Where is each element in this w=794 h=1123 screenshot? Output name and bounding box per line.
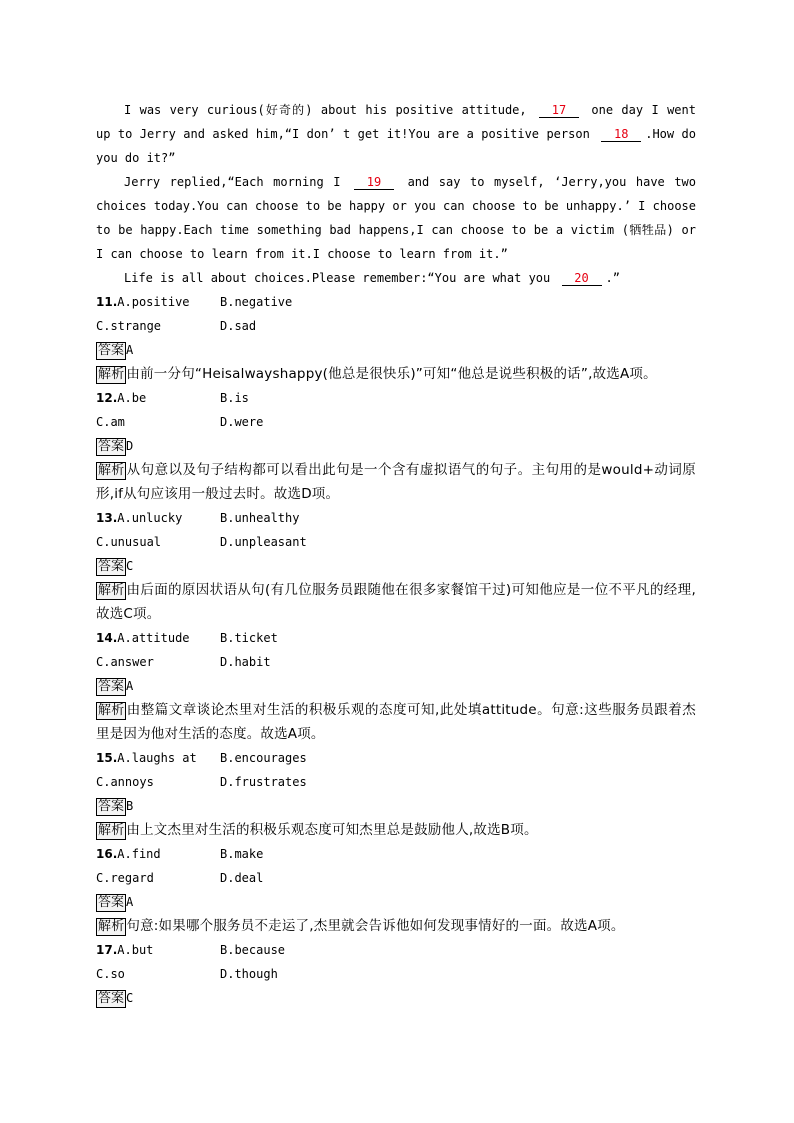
option-b: B.negative xyxy=(220,295,293,309)
question-11 xyxy=(96,290,696,386)
passage-text: one day I went up to Jerry and asked him,“I don’ t get it!You are a positive person xyxy=(96,103,696,141)
option-b: B.encourages xyxy=(220,751,307,765)
explanation-line xyxy=(96,914,696,938)
explanation-tag: 解析 xyxy=(98,463,125,478)
answer-line xyxy=(96,890,696,914)
passage-text: I was very curious(好奇的) about his positive attitude, xyxy=(124,103,527,117)
answer-line xyxy=(96,674,696,698)
passage-text: .How do you do it?” xyxy=(96,127,696,165)
options-row xyxy=(96,530,696,554)
answer-value: A xyxy=(126,895,134,909)
answer-tag: 答案 xyxy=(98,439,125,454)
options-row: 16.A.find B.make xyxy=(96,847,264,861)
option-d: D.deal xyxy=(220,871,264,885)
blank-17: 17 xyxy=(539,103,579,118)
option-b: B.make xyxy=(220,847,264,861)
option-d: D.were xyxy=(220,415,264,429)
options-row xyxy=(96,314,696,338)
option-b: B.unhealthy xyxy=(220,511,300,525)
option-d: D.though xyxy=(220,967,278,981)
answer-value: A xyxy=(126,343,134,357)
question-16 xyxy=(96,842,696,938)
answer-line xyxy=(96,338,696,362)
options-row: 17.A.but B.because xyxy=(96,943,286,957)
option-b: B.is xyxy=(220,391,249,405)
option-a: A.but xyxy=(117,943,154,957)
explanation-line xyxy=(96,362,696,386)
option-c: C.annoys xyxy=(96,775,154,789)
passage-text: Life is all about choices.Please remember:“You are what you xyxy=(124,271,551,285)
blank-20: 20 xyxy=(562,271,602,286)
options-row: 11.A.positive B.negative xyxy=(96,295,293,309)
question-12 xyxy=(96,386,696,506)
explanation-line xyxy=(96,458,696,506)
explanation-line xyxy=(96,578,696,626)
explanation-text: 由整篇文章谈论杰里对生活的积极乐观的态度可知,此处填attitude。句意:这些服务员跟着杰里是因为他对生活的态度。故选A项。 xyxy=(96,702,696,742)
passage-text: Jerry replied,“Each morning I xyxy=(124,175,341,189)
answer-line xyxy=(96,794,696,818)
option-d: D.sad xyxy=(220,319,257,333)
option-d: D.frustrates xyxy=(220,775,307,789)
question-15 xyxy=(96,746,696,842)
answer-value: C xyxy=(126,559,134,573)
option-c: C.strange xyxy=(96,319,162,333)
answer-tag: 答案 xyxy=(98,799,125,814)
options-row xyxy=(96,866,696,890)
explanation-text: 句意:如果哪个服务员不走运了,杰里就会告诉他如何发现事情好的一面。故选A项。 xyxy=(126,918,625,934)
option-c: C.so xyxy=(96,967,125,981)
explanation-text: 由前一分句“Heisalwayshappy(他总是很快乐)”可知“他总是说些积极的话”,故选A项。 xyxy=(126,366,657,382)
options-row xyxy=(96,650,696,674)
options-row: 15.A.laughs at B.encourages xyxy=(96,751,307,765)
option-c: C.regard xyxy=(96,871,154,885)
document-page xyxy=(96,98,696,1010)
passage-paragraph-2 xyxy=(96,170,696,266)
explanation-tag: 解析 xyxy=(98,583,125,598)
answer-value: A xyxy=(126,679,134,693)
question-13 xyxy=(96,506,696,626)
explanation-tag: 解析 xyxy=(98,919,125,934)
answer-line xyxy=(96,986,696,1010)
option-d: D.habit xyxy=(220,655,271,669)
explanation-text: 由后面的原因状语从句(有几位服务员跟随他在很多家餐馆干过)可知他应是一位不平凡的经理,故选C项。 xyxy=(96,582,696,622)
option-b: B.ticket xyxy=(220,631,278,645)
explanation-line xyxy=(96,818,696,842)
answer-tag: 答案 xyxy=(98,679,125,694)
option-a: A.be xyxy=(117,391,147,405)
question-14 xyxy=(96,626,696,746)
option-a: A.unlucky xyxy=(117,511,183,525)
option-a: A.positive xyxy=(117,295,190,309)
option-c: C.unusual xyxy=(96,535,162,549)
answer-tag: 答案 xyxy=(98,559,125,574)
options-row xyxy=(96,410,696,434)
answer-line xyxy=(96,554,696,578)
passage-text: .” xyxy=(605,271,620,285)
option-a: A.attitude xyxy=(117,631,190,645)
blank-19: 19 xyxy=(354,175,394,190)
blank-18: 18 xyxy=(601,127,641,142)
options-row xyxy=(96,962,696,986)
explanation-tag: 解析 xyxy=(98,367,125,382)
answer-tag: 答案 xyxy=(98,991,125,1006)
answer-value: D xyxy=(126,439,134,453)
option-c: C.answer xyxy=(96,655,154,669)
passage-paragraph-3 xyxy=(96,266,696,290)
answer-value: C xyxy=(126,991,134,1005)
passage-paragraph-1 xyxy=(96,98,696,170)
option-a: A.laughs at xyxy=(117,751,197,765)
answer-line xyxy=(96,434,696,458)
explanation-tag: 解析 xyxy=(98,703,125,718)
answer-value: B xyxy=(126,799,134,813)
options-row: 12.A.be B.is xyxy=(96,391,249,405)
options-row: 13.A.unlucky B.unhealthy xyxy=(96,511,300,525)
answer-tag: 答案 xyxy=(98,343,125,358)
options-row xyxy=(96,770,696,794)
explanation-text: 由上文杰里对生活的积极乐观态度可知杰里总是鼓励他人,故选B项。 xyxy=(126,822,538,838)
passage-text: and say to myself, ‘Jerry,you have two choices today.You can choose to be happy or you can choose to be unhappy.’ I choose to be happy.Each time something bad happens,I can choose to be a victim (牺牲品) or I can choose to learn from it.I choose to learn from it.” xyxy=(96,175,696,261)
explanation-text: 从句意以及句子结构都可以看出此句是一个含有虚拟语气的句子。主句用的是would+动词原形,if从句应该用一般过去时。故选D项。 xyxy=(96,462,696,502)
answer-tag: 答案 xyxy=(98,895,125,910)
option-d: D.unpleasant xyxy=(220,535,307,549)
explanation-line xyxy=(96,698,696,746)
option-b: B.because xyxy=(220,943,286,957)
question-17 xyxy=(96,938,696,1010)
option-c: C.am xyxy=(96,415,125,429)
explanation-tag: 解析 xyxy=(98,823,125,838)
options-row: 14.A.attitude B.ticket xyxy=(96,631,278,645)
option-a: A.find xyxy=(117,847,161,861)
